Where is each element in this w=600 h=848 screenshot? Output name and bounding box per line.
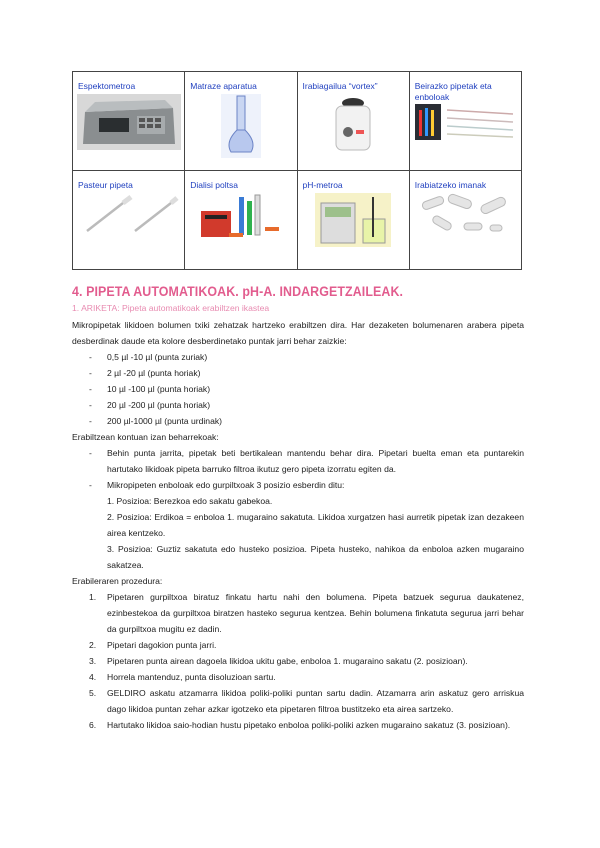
section-title: 4. PIPETA AUTOMATIKOAK. pH-A. INDARGETZAILEAK. — [72, 284, 404, 299]
equipment-cell — [73, 72, 185, 171]
considerations-title: Erabiltzean kontuan izan beharrekoak: — [72, 432, 219, 442]
equipment-cell — [73, 171, 185, 270]
equipment-label: Irabiatzeko imanak — [414, 180, 487, 190]
flask-icon — [221, 94, 261, 158]
list-item: - 20 µl -200 µl (punta horiak) — [89, 400, 211, 410]
glass-pipettes-icon — [415, 104, 515, 140]
equipment-cell — [409, 171, 521, 270]
pasteur-pipette-icon — [79, 193, 179, 237]
position-item: 2. Posizioa: Erdikoa = enboloa 1. mugaraino sakatuta. Likidoa xurgatzen hasi aurretik pipetak izan dezakeen airea kentzeko. — [107, 512, 524, 538]
dialysis-bag-icon — [199, 193, 283, 241]
equipment-cell — [185, 171, 297, 270]
spectrometer-icon — [77, 94, 181, 150]
list-item: 5. GELDIRO askatu atzamarra likidoa poliki-poliki puntan sartu dadin. Atzamarra arin askatuz gero arriskua dago likidoa puntan zehar azkar igotzeko eta pipetaren filtroa bustitzeko eta airea sartzeko. — [89, 688, 524, 714]
list-item: 3. Pipetaren punta airean dagoela likidoa ukitu gabe, enboloa 1. mugaraino sakatu (2. posizioan). — [89, 656, 468, 666]
list-item: - 10 µl -100 µl (punta horiak) — [89, 384, 211, 394]
intro-paragraph: Mikropipetak likidoen bolumen txiki zehatzak hartzeko erabiltzen dira. Har dezaketen bolumenaren arabera pipeta desberdinak daude eta kolore desberdinetako puntak jarri behar zaizkie: — [72, 320, 524, 346]
equipment-label: Espektometroa — [78, 81, 136, 91]
equipment-cell — [409, 72, 521, 171]
equipment-label: Pasteur pipeta — [78, 180, 133, 190]
equipment-label: Beirazko pipetak eta enboloak — [414, 81, 492, 102]
list-item: - 2 µl -20 µl (punta horiak) — [89, 368, 201, 378]
list-item: - 0,5 µl -10 µl (punta zuriak) — [89, 352, 208, 362]
stir-magnets-icon — [418, 193, 512, 241]
equipment-table — [72, 71, 522, 270]
position-item: 3. Posizioa: Guztiz sakatuta edo husteko posizioa. Pipeta husteko, nahikoa da enboloa azken mugaraino sakatzea. — [107, 544, 524, 570]
considerations-list — [72, 445, 524, 573]
list-item: - 200 µl-1000 µl (punta urdinak) — [89, 416, 223, 426]
equipment-label: Irabiagailua “vortex” — [302, 81, 378, 91]
list-item: 2. Pipetari dagokion punta jarri. — [89, 640, 217, 650]
section-subtitle: 1. ARIKETA: Pipeta automatikoak erabiltzen ikastea — [72, 303, 270, 313]
list-item: - Behin punta jarrita, pipetak beti bertikalean mantendu behar dira. Pipetari buelta eman eta puntarekin hartutako likidoak pipeta barruko filtroa ikutuz gero pipeta izorratu egiten da. — [89, 448, 524, 474]
equipment-cell — [297, 72, 409, 171]
procedure-list — [72, 589, 524, 733]
volume-list — [72, 349, 524, 429]
vortex-mixer-icon — [326, 94, 380, 154]
equipment-cell — [297, 171, 409, 270]
ph-meter-icon — [315, 193, 391, 247]
procedure-title: Erabileraren prozedura: — [72, 576, 163, 586]
list-item: 1. Pipetaren gurpiltxoa biratuz finkatu hartu nahi den bolumena. Pipeta batzuek segurua daukatenez, ezinbestekoa da gurpiltxoa biratzen hasteko segurua kentzea. Behin bolumena finkatuta segurua jarri behar da gurpiltxoa mugitu ez dadin. — [89, 592, 524, 634]
list-item: - Mikropipeten enboloak edo gurpiltxoak 3 posizio esberdin ditu: 1. Posizioa: Berezkoa edo sakatu gabekoa. 2. Posizioa: Erdikoa = enboloa 1. mugaraino sakatuta. Likidoa xurgatzen hasi aurretik pipetak izan dezakeen airea kentzeko. 3. Posizioa: Guztiz sakatuta edo husteko posizioa. Pipeta husteko, nahikoa da enboloa azken mugaraino sakatzea. — [72, 477, 524, 573]
equipment-label: Matraze aparatua — [190, 81, 257, 91]
equipment-label: pH-metroa — [302, 180, 343, 190]
equipment-label: Dialisi poltsa — [190, 180, 238, 190]
position-item: 1. Posizioa: Berezkoa edo sakatu gabekoa. — [107, 496, 273, 506]
list-item: 6. Hartutako likidoa saio-hodian hustu pipetako enboloa poliki-poliki azken mugaraino sakatuz (3. posizioan). — [89, 720, 511, 730]
equipment-cell — [185, 72, 297, 171]
list-item: 4. Horrela mantenduz, punta disoluzioan sartu. — [89, 672, 276, 682]
section-content — [72, 284, 524, 733]
